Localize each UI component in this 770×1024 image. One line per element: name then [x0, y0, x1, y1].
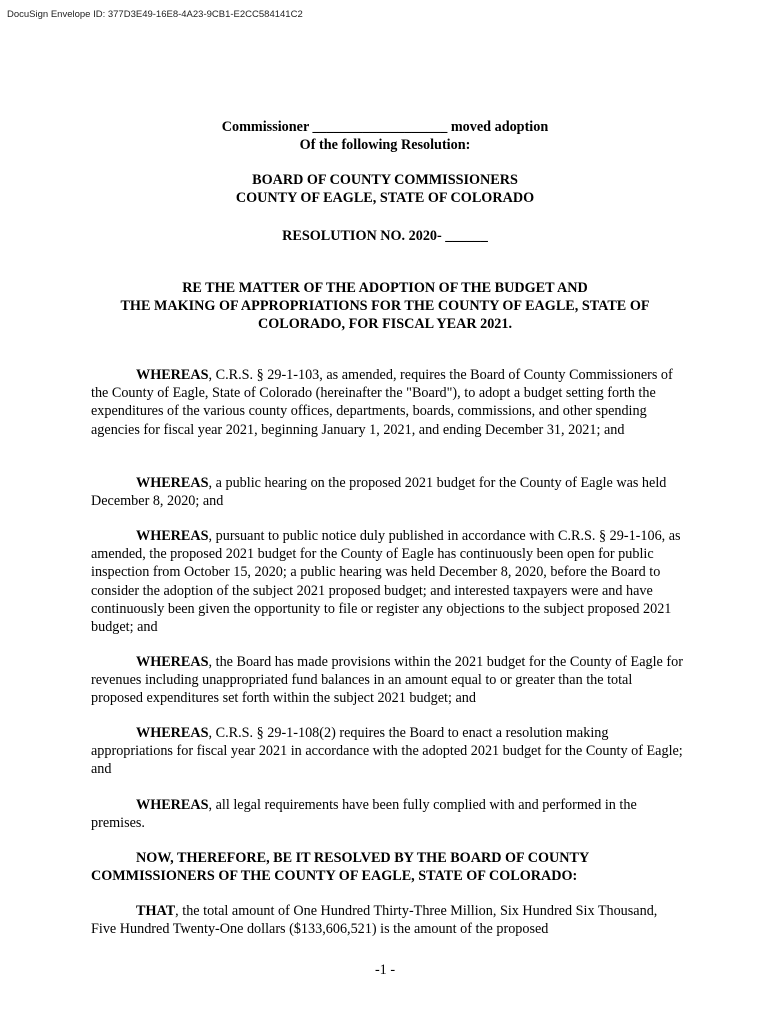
whereas-paragraph-3	[91, 527, 683, 636]
docusign-envelope-id: DocuSign Envelope ID: 377D3E49-16E8-4A23-9CB1-E2CC584141C2	[7, 9, 303, 20]
title-line-3: COLORADO, FOR FISCAL YEAR 2021.	[257, 316, 513, 332]
whereas-lead: WHEREAS	[136, 528, 209, 544]
board-heading: BOARD OF COUNTY COMMISSIONERS	[252, 172, 518, 188]
page-number: -1 -	[374, 962, 396, 978]
whereas-lead: WHEREAS	[136, 797, 209, 813]
whereas-lead: WHEREAS	[136, 367, 209, 383]
paragraph-text: , all legal requirements have been fully complied with and performed in the premises.	[91, 797, 637, 832]
resolution-number: RESOLUTION NO. 2020- ______	[282, 228, 488, 244]
paragraph-text: , a public hearing on the proposed 2021 budget for the County of Eagle was held December 8, 2020; and	[91, 475, 667, 510]
resolved-clause: NOW, THEREFORE, BE IT RESOLVED BY THE BOARD OF COUNTY COMMISSIONERS OF THE COUNTY OF EAGLE, STATE OF COLORADO:	[91, 850, 589, 885]
paragraph-text: , the Board has made provisions within the 2021 budget for the County of Eagle for revenues including unappropriated fund balances in an amount equal to or greater than the total proposed expenditures set forth within the subject 2021 budget; and	[91, 654, 683, 707]
paragraph-text: , pursuant to public notice duly published in accordance with C.R.S. § 29-1-106, as amended, the proposed 2021 budget for the County of Eagle has continuously been open for public inspection from October 15, 2020; a public hearing was held December 8, 2020, before the Board to consider the adoption of the subject 2021 proposed budget; and interested taxpayers were and have continuously been given the opportunity to file or register any objections to the subject proposed 2021 budget; and	[91, 528, 681, 636]
whereas-lead: WHEREAS	[136, 654, 209, 670]
commissioner-line: Commissioner ___________________ moved adoption	[221, 119, 549, 135]
whereas-paragraph-2	[91, 474, 683, 510]
whereas-paragraph-6	[91, 796, 683, 832]
whereas-paragraph-1	[91, 366, 683, 439]
that-paragraph	[91, 902, 683, 938]
paragraph-text: , C.R.S. § 29-1-103, as amended, requires the Board of County Commissioners of the County of Eagle, State of Colorado (hereinafter the "Board"), to adopt a budget setting forth the expenditures of the various county offices, departments, boards, commissions, and other spending agencies for fiscal year 2021, beginning January 1, 2021, and ending December 31, 2021; and	[91, 367, 673, 438]
whereas-lead: WHEREAS	[136, 725, 209, 741]
that-lead: THAT	[136, 903, 176, 919]
title-line-2: THE MAKING OF APPROPRIATIONS FOR THE COUNTY OF EAGLE, STATE OF	[120, 298, 650, 314]
following-resolution-line: Of the following Resolution:	[299, 137, 471, 153]
whereas-paragraph-5	[91, 724, 683, 779]
county-heading: COUNTY OF EAGLE, STATE OF COLORADO	[235, 190, 535, 206]
whereas-paragraph-4	[91, 653, 683, 708]
paragraph-text: , C.R.S. § 29-1-108(2) requires the Board to enact a resolution making appropriations for fiscal year 2021 in accordance with the adopted 2021 budget for the County of Eagle; and	[91, 725, 683, 778]
title-line-1: RE THE MATTER OF THE ADOPTION OF THE BUDGET AND	[182, 280, 588, 296]
paragraph-text: , the total amount of One Hundred Thirty-Three Million, Six Hundred Six Thousand, Five Hundred Twenty-One dollars ($133,606,521) is the amount of the proposed	[91, 903, 658, 938]
whereas-lead: WHEREAS	[136, 475, 209, 491]
